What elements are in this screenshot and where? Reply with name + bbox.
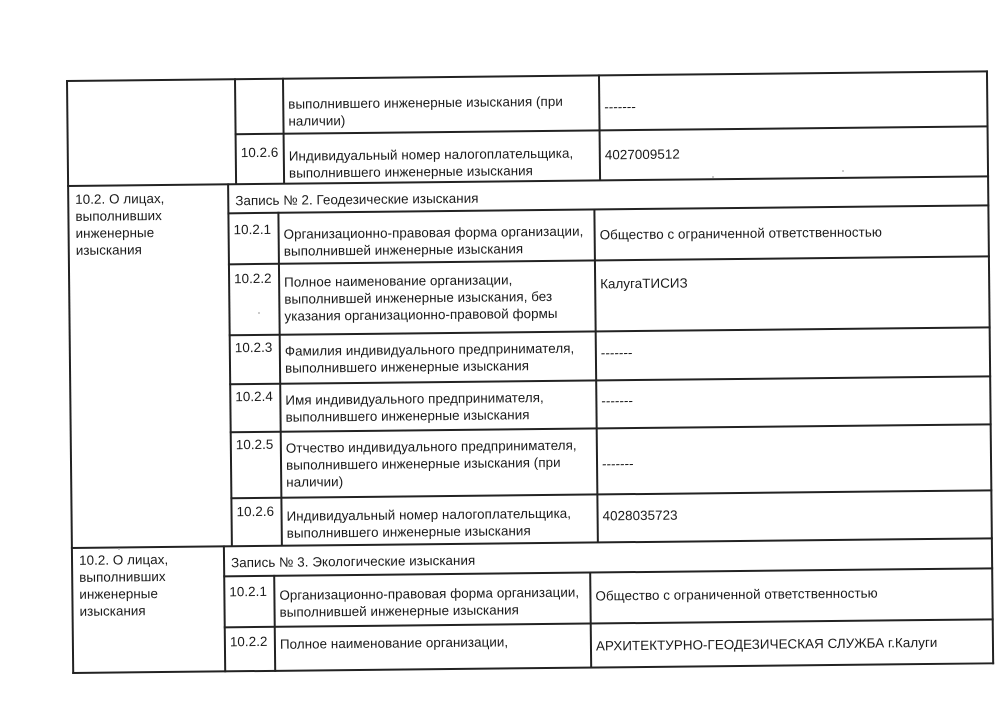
field-label: выполнившего инженерные изыскания (при наличии) bbox=[288, 93, 563, 129]
field-code: 10.2.1 bbox=[229, 583, 267, 600]
value-column-divider bbox=[598, 74, 601, 180]
field-value: 4028035723 bbox=[602, 507, 678, 524]
scan-speck bbox=[118, 548, 120, 550]
field-label: Имя индивидуального предпринимателя, выполнившего инженерные изыскания bbox=[285, 390, 544, 425]
section-column-divider bbox=[234, 78, 237, 184]
scan-speck bbox=[258, 312, 260, 314]
section-label: 10.2. О лицах, выполнивших инженерные изыскания bbox=[75, 190, 165, 258]
field-code: 10.2.6 bbox=[236, 503, 275, 520]
field-value: Общество с ограниченной ответственностью bbox=[595, 585, 878, 604]
scan-speck bbox=[712, 176, 714, 178]
field-value: ------- bbox=[601, 393, 634, 409]
row-divider bbox=[230, 489, 992, 499]
section-column-divider bbox=[223, 545, 226, 672]
field-code: 10.2.4 bbox=[235, 388, 273, 405]
scan-speck bbox=[842, 170, 844, 172]
table-border-top bbox=[66, 70, 988, 81]
field-value: АРХИТЕКТУРНО-ГЕОДЕЗИЧЕСКАЯ СЛУЖБА г.Калуги bbox=[595, 634, 938, 654]
record-title: Запись № 3. Экологические изыскания bbox=[230, 552, 476, 571]
field-code: 10.2.6 bbox=[240, 144, 279, 161]
field-code: 10.2.1 bbox=[233, 221, 272, 238]
engineering-survey-table bbox=[66, 70, 994, 674]
section-column-divider bbox=[227, 183, 232, 546]
row-divider bbox=[229, 326, 991, 336]
code-column-divider bbox=[273, 575, 276, 672]
field-label: Организационно-правовая форма организации, выполнившей инженерные изыскания bbox=[279, 584, 580, 620]
row-divider bbox=[229, 375, 991, 385]
table-border-bottom bbox=[72, 662, 994, 673]
field-label: Полное наименование организации, bbox=[279, 634, 509, 652]
field-label: Фамилия индивидуального предпринимателя, выполнившего инженерные изыскания bbox=[284, 340, 575, 376]
field-code: 10.2.2 bbox=[229, 633, 268, 650]
field-value: 4027009512 bbox=[604, 146, 680, 163]
field-value: ------- bbox=[601, 456, 634, 472]
field-label: Отчество индивидуального предпринимателя, выполнившего инженерные изыскания (при наличии) bbox=[285, 437, 577, 490]
field-code: 10.2.3 bbox=[234, 339, 273, 356]
field-label: Организационно-правовая форма организации, выполнившей инженерные изыскания bbox=[283, 223, 584, 259]
field-value: Общество с ограниченной ответственностью bbox=[599, 224, 883, 243]
field-label: Полное наименование организации, выполнившей инженерные изыскания, без указания организационно-правовой формы bbox=[284, 272, 558, 324]
field-label: Индивидуальный номер налогоплательщика, выполнившего инженерные изыскания bbox=[288, 145, 574, 181]
section-label: 10.2. О лицах, выполнивших инженерные изыскания bbox=[78, 551, 169, 619]
table-border-right bbox=[986, 70, 994, 664]
field-code: 10.2.2 bbox=[234, 270, 272, 287]
table-border-left bbox=[66, 80, 74, 674]
field-code: 10.2.5 bbox=[235, 436, 274, 453]
field-value: ------- bbox=[600, 345, 633, 361]
field-value: КалугаТИСИЗ bbox=[600, 275, 688, 292]
field-label: Индивидуальный номер налогоплательщика, выполнившего инженерные изыскания bbox=[286, 505, 572, 541]
value-column-divider bbox=[589, 572, 592, 669]
record-title: Запись № 2. Геодезические изыскания bbox=[235, 190, 479, 209]
field-value: ------- bbox=[604, 99, 636, 115]
code-column-divider bbox=[282, 78, 285, 184]
